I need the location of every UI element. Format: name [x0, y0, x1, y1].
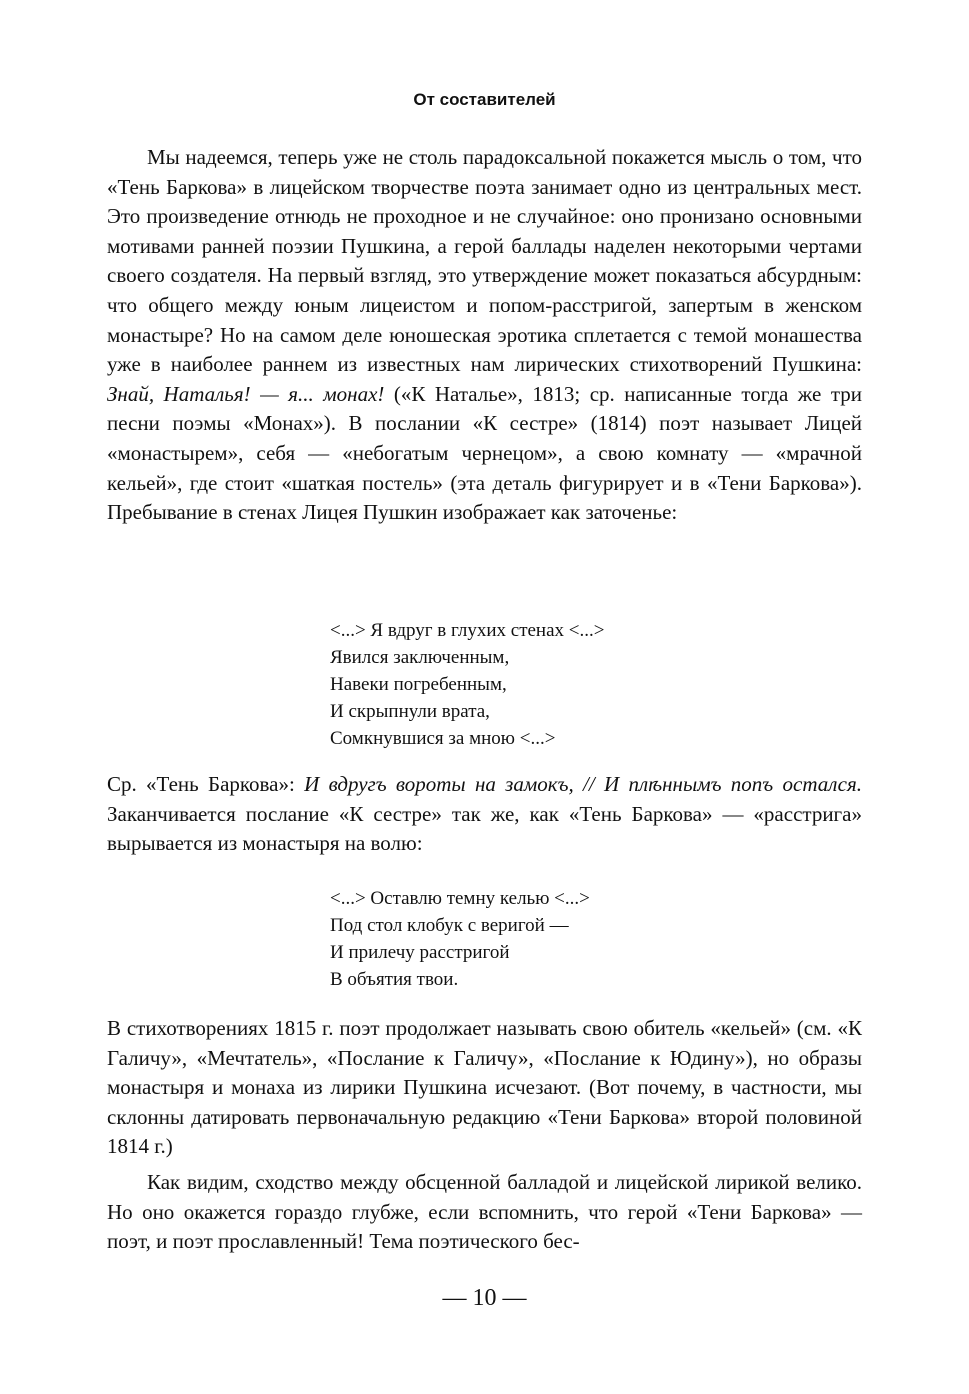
paragraph-1-quote: Знай, Наталья! — я... монах!	[107, 381, 385, 406]
verse-line: И скрыпнули врата,	[330, 701, 490, 722]
verse-line: <...> Я вдруг в глухих стенах <...>	[330, 620, 605, 641]
verse-line: Навеки погребенным,	[330, 674, 507, 695]
verse-quote-1	[330, 617, 604, 752]
paragraph-2	[107, 770, 862, 859]
verse-line: Явился заключенным,	[330, 647, 510, 668]
paragraph-2-text-b: Заканчивается послание «К сестре» так же, как «Тень Баркова» — «расстрига» вырывается из монастыря на волю:	[107, 801, 862, 856]
verse-line: Под стол клобук с веригой —	[330, 915, 569, 936]
paragraph-3-text: В стихотворениях 1815 г. поэт продолжает называть свою обитель «кельей» (см. «К Галичу», «Мечтатель», «Послание к Галичу», «Послание к Юдину»), но образы монастыря и монаха из лирики Пушкина исчезают. (Вот почему, в частности, мы склонны датировать первоначальную редакцию «Тени Баркова» второй половиной 1814 г.)	[107, 1016, 862, 1159]
running-header: От составителей	[413, 90, 556, 109]
verse-line: И прилечу расстригой	[330, 942, 510, 963]
paragraph-4-text: Как видим, сходство между обсценной балладой и лицейской лирикой велико. Но оно окажется гораздо глубже, если вспомнить, что герой «Тени Баркова» — поэт, и поэт прославленный! Тема поэтического бес-	[107, 1170, 862, 1254]
paragraph-4	[107, 1168, 862, 1257]
verse-quote-2	[330, 885, 590, 993]
verse-line: Сомкнувшися за мною <...>	[330, 728, 556, 749]
paragraph-1-text-b: («К Наталье», 1813; ср. написанные тогда же три песни поэмы «Монах»). В послании «К сестре» (1814) поэт называет Лицей «монастырем», себя — «небогатым чернецом», а свою комнату — «мрачной кельей», где стоит «шаткая постель» (эта деталь фигурирует и в «Тени Баркова»). Пребывание в стенах Лицея Пушкин изображает как заточенье:	[107, 381, 862, 525]
verse-line: <...> Оставлю темну келью <...>	[330, 888, 590, 909]
paragraph-2-quote: И вдругъ вороты на замокъ, // И плѣннымъ попъ остался.	[304, 772, 862, 796]
paragraph-3	[107, 1014, 862, 1162]
page-number: — 10 —	[442, 1285, 527, 1311]
verse-line: В объятия твои.	[330, 969, 459, 990]
paragraph-1-text-a: Мы надеемся, теперь уже не столь парадоксальной покажется мысль о том, что «Тень Баркова» в лицейском творчестве поэта занимает одно из центральных мест. Это произведение отнюдь не проходное и не случайное: оно пронизано основными мотивами ранней поэзии Пушкина, а герой баллады наделен некоторыми чертами своего создателя. На первый взгляд, это утверждение может показаться абсурдным: что общего между юным лицеистом и попом-расстригой, запертым в женском монастыре? Но на самом деле юношеская эротика сплетается с темой монашества уже в наиболее раннем из известных нам лирических стихотворений Пушкина:	[107, 145, 862, 377]
paragraph-1	[107, 143, 862, 528]
paragraph-2-text-a: Ср. «Тень Баркова»:	[107, 772, 305, 796]
